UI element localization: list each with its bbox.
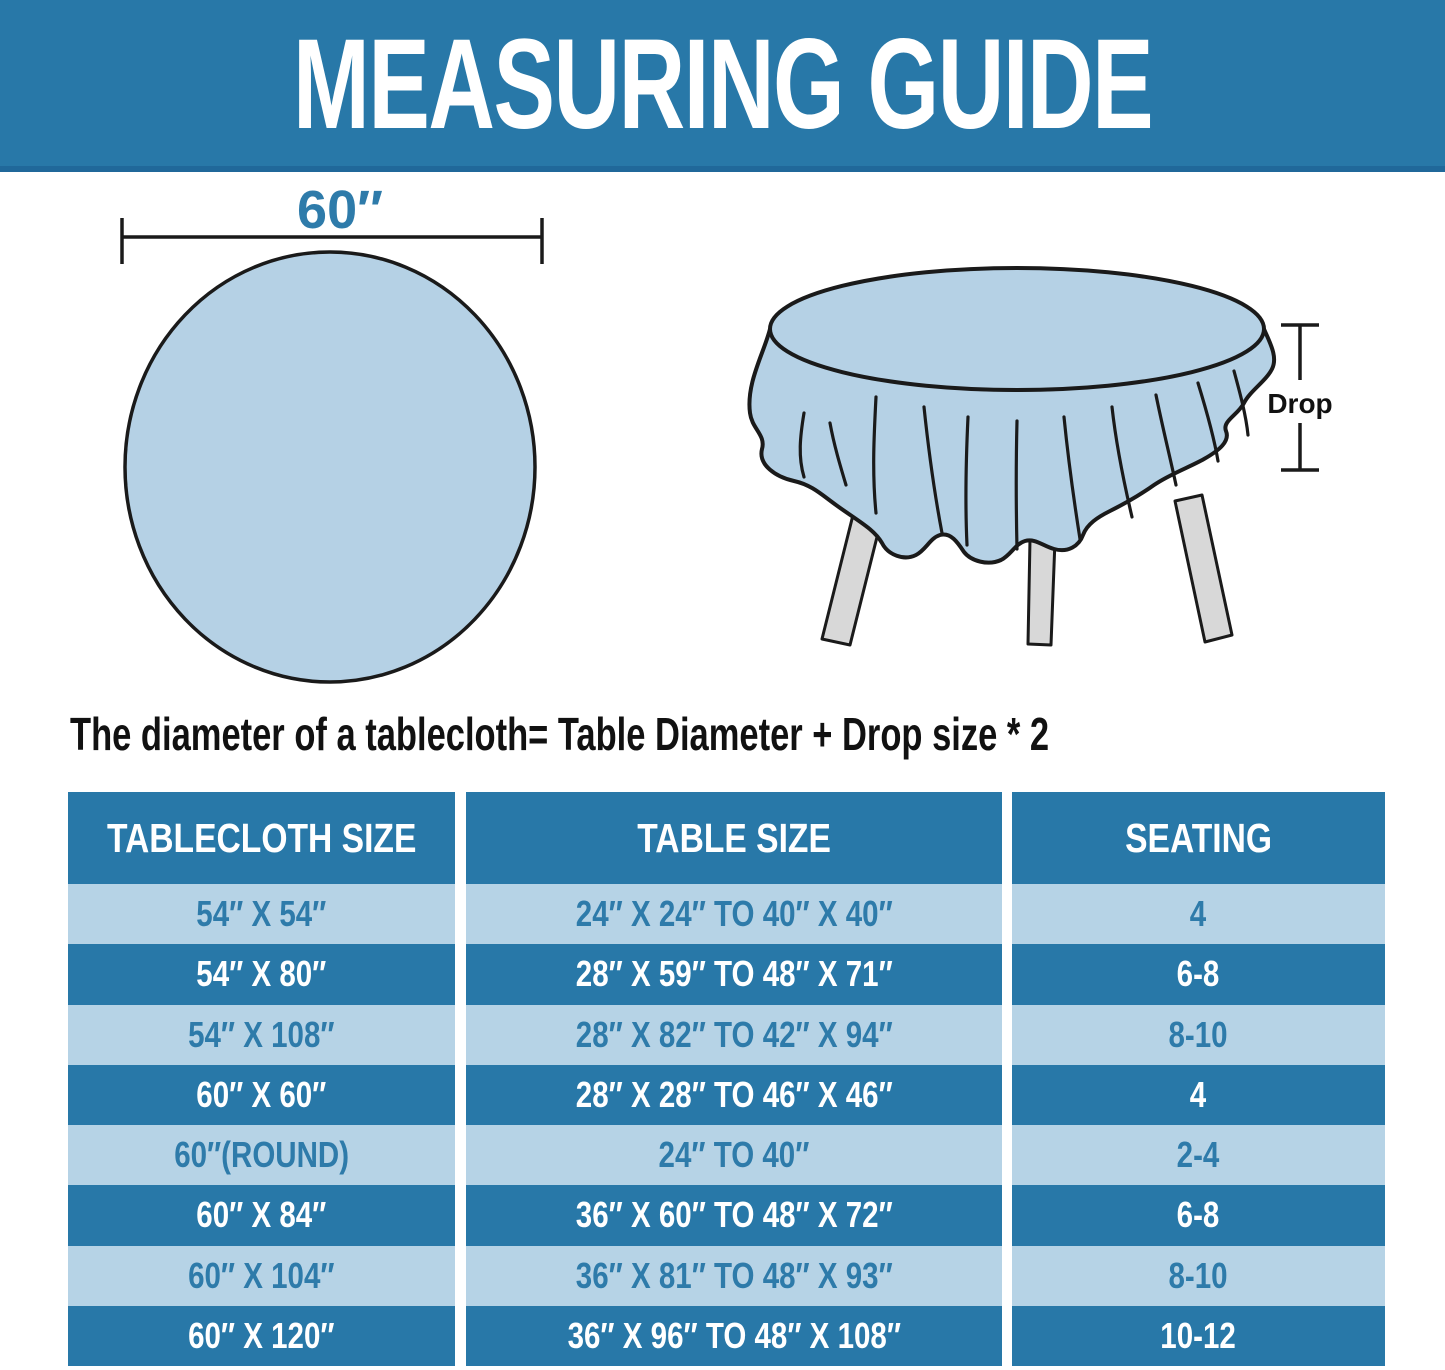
drop-label: Drop <box>1267 388 1333 419</box>
table-cell-text: 28″ X 82″ TO 42″ X 94″ <box>575 1013 893 1055</box>
table-cell-text: 28″ X 59″ TO 48″ X 71″ <box>575 953 893 995</box>
table-cell-text: 10-12 <box>1160 1314 1237 1356</box>
table-cell <box>68 944 455 1004</box>
table-cell <box>466 1005 1002 1065</box>
size-table <box>68 792 1385 1366</box>
table-cell <box>68 1246 455 1306</box>
table-cell-text: 36″ X 60″ TO 48″ X 72″ <box>575 1194 893 1236</box>
column-header-seating <box>1012 792 1385 884</box>
table-row <box>68 1065 1385 1125</box>
table-row <box>68 1125 1385 1185</box>
table-cell-text: 28″ X 28″ TO 46″ X 46″ <box>575 1073 893 1115</box>
formula-text: The diameter of a tablecloth= Table Diameter + Drop size * 2 <box>70 708 1050 760</box>
table-cell-text: 36″ X 81″ TO 48″ X 93″ <box>575 1254 893 1296</box>
table-cell <box>466 884 1002 944</box>
table-cell <box>1012 1125 1385 1185</box>
column-header-text: TABLE SIZE <box>637 814 831 861</box>
table-row <box>68 1005 1385 1065</box>
table-cell <box>68 884 455 944</box>
table-cell-text: 8-10 <box>1168 1013 1229 1055</box>
page-title: MEASURING GUIDE <box>292 13 1153 156</box>
table-cell-text: 4 <box>1190 893 1207 935</box>
table-header-row <box>68 792 1385 884</box>
table-cell <box>1012 884 1385 944</box>
table-cell <box>466 1306 1002 1366</box>
title-banner <box>0 0 1445 172</box>
table-cell <box>466 944 1002 1004</box>
tabletop-ellipse <box>770 268 1264 390</box>
table-cell-text: 60″ X 104″ <box>188 1254 335 1296</box>
table-cell-text: 6-8 <box>1177 1194 1220 1236</box>
table-cell <box>68 1065 455 1125</box>
table-cell-text: 60″ X 60″ <box>196 1073 327 1115</box>
diameter-label: 60″ <box>297 180 383 240</box>
table-cell-text: 36″ X 96″ TO 48″ X 108″ <box>567 1314 901 1356</box>
table-row <box>68 884 1385 944</box>
table-cell-text: 54″ X 108″ <box>188 1013 335 1055</box>
table-cell-text: 24″ X 24″ TO 40″ X 40″ <box>575 893 893 935</box>
table-cell <box>68 1306 455 1366</box>
column-header-tablecloth-size <box>68 792 455 884</box>
table-cell-text: 54″ X 80″ <box>196 953 327 995</box>
table-cell-text: 6-8 <box>1177 953 1220 995</box>
table-cell-text: 54″ X 54″ <box>196 893 327 935</box>
table-row <box>68 944 1385 1004</box>
table-cell-text: 2-4 <box>1177 1134 1220 1176</box>
column-header-table-size <box>466 792 1002 884</box>
table-cell <box>466 1065 1002 1125</box>
table-cell-text: 60″ X 84″ <box>196 1194 327 1236</box>
table-row <box>68 1246 1385 1306</box>
table-cell <box>1012 1065 1385 1125</box>
table-cell <box>1012 1306 1385 1366</box>
table-row <box>68 1306 1385 1366</box>
table-cell <box>68 1125 455 1185</box>
round-tablecloth-diagram <box>60 180 580 690</box>
table-cell-text: 24″ TO 40″ <box>658 1134 810 1176</box>
tablecloth-circle <box>125 252 535 682</box>
table-cell-text: 60″ X 120″ <box>188 1314 335 1356</box>
table-cell <box>466 1125 1002 1185</box>
table-cell <box>1012 1185 1385 1245</box>
column-header-text: TABLECLOTH SIZE <box>106 814 417 861</box>
column-header-text: SEATING <box>1125 814 1272 861</box>
table-cell <box>466 1246 1002 1306</box>
table-row <box>68 1185 1385 1245</box>
table-cell <box>1012 944 1385 1004</box>
table-cell-text: 8-10 <box>1168 1254 1229 1296</box>
table-cell <box>68 1185 455 1245</box>
table-cell-text: 60″(ROUND) <box>174 1134 349 1176</box>
table-cell <box>466 1185 1002 1245</box>
draped-table-illustration <box>720 245 1380 705</box>
table-cell <box>1012 1246 1385 1306</box>
table-cell-text: 4 <box>1190 1073 1207 1115</box>
table-cell <box>1012 1005 1385 1065</box>
table-cell <box>68 1005 455 1065</box>
